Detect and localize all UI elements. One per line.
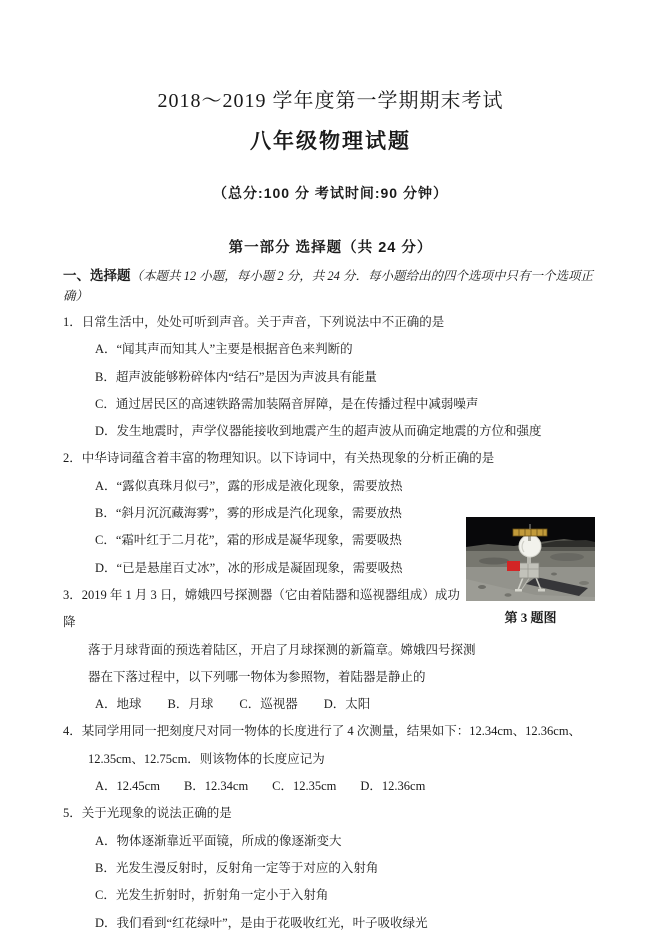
question-4-options-row	[63, 773, 623, 800]
section-intro	[63, 266, 608, 306]
moon-lander-photo	[466, 517, 595, 601]
question-1-stem: 1．日常生活中，处处可听到声音。关于声音，下列说法中不正确的是	[63, 315, 445, 329]
question-3-options-row	[63, 691, 623, 718]
question-2-stem: 2．中华诗词蕴含着丰富的物理知识。以下诗词中，有关热现象的分析正确的是	[63, 451, 495, 466]
exam-title-line2: 八年级物理试题	[250, 130, 411, 153]
intro-note: （本题共 12 小题，每小题 2 分，共 24 分．每小题给出的四个选项中只有一个选项正确）	[63, 269, 594, 303]
question-3-option-b: B．月球	[167, 697, 214, 712]
question-4-option-d: D．12.36cm	[360, 779, 426, 794]
question-2-option-c: C．“霜叶红于二月花”，霜的形成是凝华现象，需要吸热	[95, 533, 402, 548]
question-3-stem-line-2: 落于月球背面的预选着陆区，开启了月球探测的新篇章。嫦娥四号探测	[88, 642, 476, 657]
question-1-option-d: D．发生地震时，声学仪器能接收到地震产生的超声波从而确定地震的方位和强度	[95, 424, 542, 439]
question-5-option-b: B．光发生漫反射时，反射角一定等于对应的入射角	[95, 860, 379, 875]
intro-label: 一、选择题	[63, 268, 131, 283]
question-4-option-c: C．12.35cm	[272, 779, 337, 794]
question-3-figure	[466, 517, 595, 626]
question-1-option-b: B．超声波能够粉碎体内“结石”是因为声波具有能量	[95, 369, 377, 384]
figure-3-caption: 第 3 题图	[504, 610, 557, 625]
exam-info-line: （总分:100 分 考试时间:90 分钟）	[213, 185, 448, 201]
question-5-stem: 5．关于光现象的说法正确的是	[63, 806, 232, 821]
question-1-option-a: A．“闻其声而知其人”主要是根据音色来判断的	[95, 342, 353, 357]
question-2-option-a: A．“露似真珠月似弓”，露的形成是液化现象，需要放热	[95, 478, 403, 493]
question-3-stem-line-1: 3．2019 年 1 月 3 日，嫦娥四号探测器（它由着陆器和巡视器组成）成功降	[63, 587, 460, 630]
question-3-option-d: D．太阳	[323, 697, 371, 712]
question-4-stem-line-1: 4．某同学用同一把刻度尺对同一物体的长度进行了 4 次测量，结果如下：12.34cm、12.36cm、	[63, 724, 582, 739]
question-5-option-c: C．光发生折射时，折射角一定小于入射角	[95, 888, 329, 903]
question-5-option-d: D．我们看到“红花绿叶”，是由于花吸收红光，叶子吸收绿光	[95, 915, 428, 930]
question-1-option-c: C．通过居民区的高速铁路需加装隔音屏障，是在传播过程中减弱噪声	[95, 396, 479, 411]
question-3-stem-line-3: 器在下落过程中，以下列哪一物体为参照物，着陆器是静止的	[88, 669, 426, 684]
question-5	[63, 800, 623, 935]
question-3-option-a: A．地球	[95, 697, 142, 712]
question-5-option-a: A．物体逐渐靠近平面镜，所成的像逐渐变大	[95, 833, 342, 848]
section-heading: 第一部分 选择题（共 24 分）	[228, 240, 433, 256]
question-4-option-b: B．12.34cm	[183, 779, 249, 794]
question-4-stem-line-2: 12.35cm、12.75cm．则该物体的长度应记为	[88, 751, 325, 766]
question-2-option-b: B．“斜月沉沉藏海雾”，雾的形成是汽化现象，需要放热	[95, 506, 402, 521]
question-1	[63, 309, 623, 445]
question-3-option-c: C．巡视器	[239, 697, 298, 712]
question-4-option-a: A．12.45cm	[95, 779, 160, 794]
question-2-option-d: D．“已是悬崖百丈冰”，冰的形成是凝固现象，需要吸热	[95, 560, 403, 575]
exam-title-line1: 2018～2019 学年度第一学期期末考试	[157, 90, 504, 112]
question-4	[63, 718, 623, 800]
